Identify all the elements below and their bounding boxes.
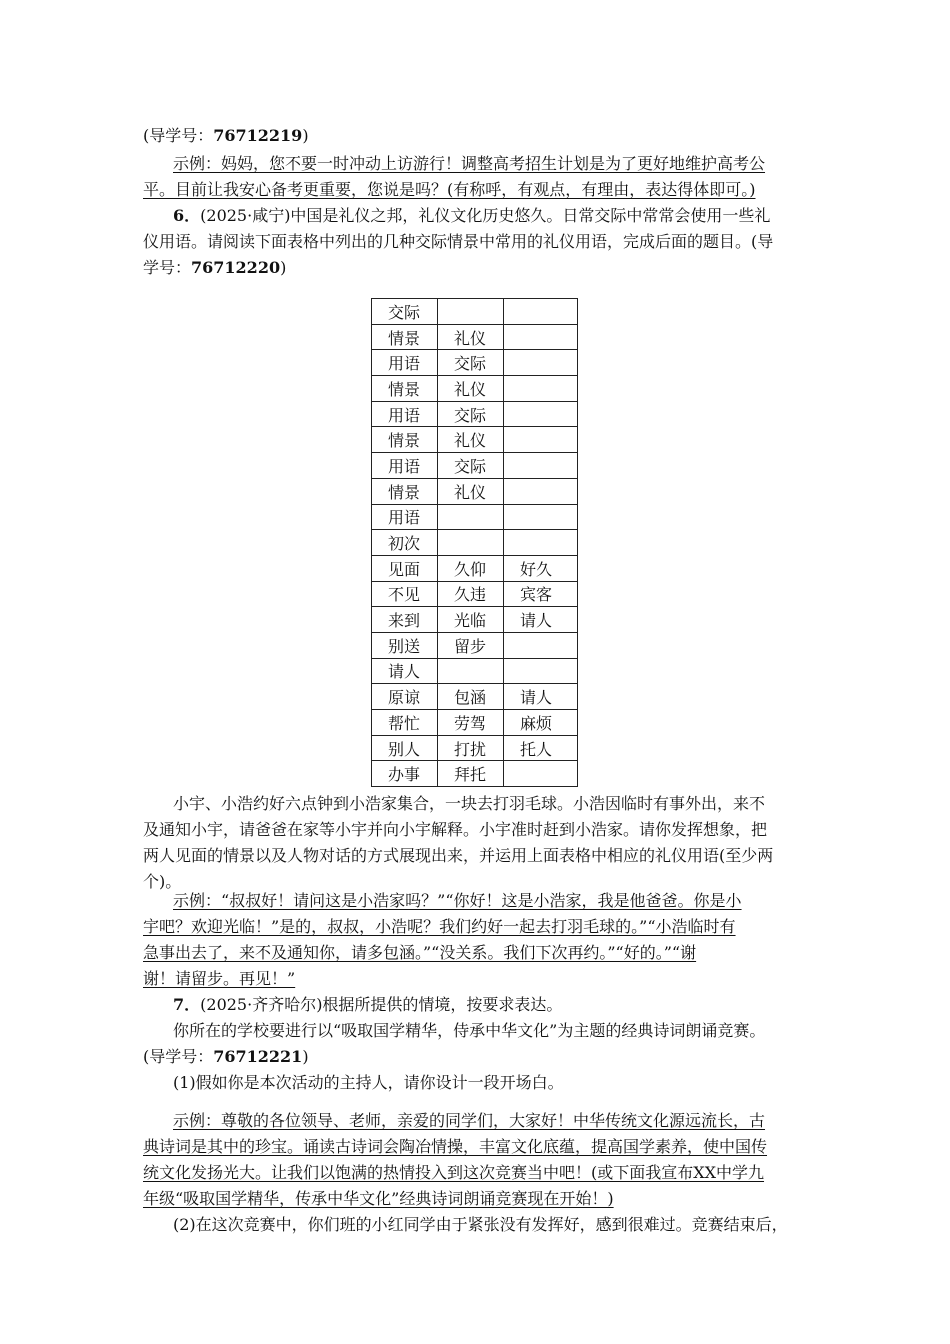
table-cell: 礼仪 — [438, 324, 504, 350]
question-7-text-1: (2025·齐齐哈尔)根据所提供的情境，按要求表达。 — [200, 995, 563, 1014]
table-cell: 劳驾 — [438, 710, 504, 736]
table-cell — [504, 632, 578, 658]
guide-prefix: (导学号： — [143, 126, 214, 145]
answer-6-line-3: 急事出去了，来不及通知你，请多包涵。”“没关系。我们下次再约。”“好的。”“谢 — [143, 943, 697, 962]
table-cell — [504, 478, 578, 504]
table-cell: 宾客 — [504, 581, 578, 607]
table-cell: 请人 — [504, 607, 578, 633]
table-row — [372, 555, 578, 581]
table-cell: 礼仪 — [438, 376, 504, 402]
table-cell: 办事 — [372, 761, 438, 787]
table-cell: 情景 — [372, 427, 438, 453]
table-row — [372, 324, 578, 350]
question-7-line-1 — [173, 994, 562, 1016]
table-cell — [504, 324, 578, 350]
table-cell: 礼仪 — [438, 478, 504, 504]
question-6-line-2: 仪用语。请阅读下面表格中列出的几种交际情景中常用的礼仪用语，完成后面的题目。(导 — [143, 232, 774, 251]
table-cell: 拜托 — [438, 761, 504, 787]
answer-7-line-3: 统文化发扬光大。让我们以饱满的热情投入到这次竞赛当中吧！(或下面我宣布XX中学九 — [143, 1163, 765, 1182]
answer-5-line-1: 示例：妈妈，您不要一时冲动上访游行！调整高考招生计划是为了更好地维护高考公 — [173, 154, 766, 173]
table-row — [372, 632, 578, 658]
table-cell: 用语 — [372, 453, 438, 479]
table-cell: 用语 — [372, 350, 438, 376]
question-7-line-2: 你所在的学校要进行以“吸取国学精华，侍承中华文化”为主题的经典诗词朗诵竞赛。 — [173, 1021, 766, 1040]
question-6-text-1: (2025·咸宁)中国是礼仪之邦，礼仪文化历史悠久。日常交际中常常会使用一些礼 — [200, 206, 771, 225]
answer-6-line-1: 示例：“叔叔好！请问这是小浩家吗？”“你好！这是小浩家，我是他爸爸。你是小 — [173, 891, 742, 910]
table-cell: 请人 — [504, 684, 578, 710]
table-row — [372, 350, 578, 376]
table-cell: 交际 — [438, 350, 504, 376]
table-cell — [438, 530, 504, 556]
table-cell: 托人 — [504, 735, 578, 761]
guide-suffix: ) — [280, 258, 287, 277]
table-cell — [438, 299, 504, 325]
table-cell: 别人 — [372, 735, 438, 761]
answer-6-line-2: 宇吧？欢迎光临！”是的，叔叔，小浩呢？我们约好一起去打羽毛球的。”“小浩临时有 — [143, 917, 736, 936]
table-cell: 请人 — [372, 658, 438, 684]
table-row — [372, 504, 578, 530]
table-cell: 帮忙 — [372, 710, 438, 736]
answer-6-line-4: 谢！请留步。再见！” — [143, 969, 296, 988]
table-cell: 情景 — [372, 324, 438, 350]
etiquette-table — [371, 298, 578, 787]
table-cell: 麻烦 — [504, 710, 578, 736]
table-cell: 留步 — [438, 632, 504, 658]
table-cell — [504, 401, 578, 427]
table-cell — [504, 376, 578, 402]
guide-number: 76712219 — [213, 126, 303, 145]
answer-7-line-1: 示例：尊敬的各位领导、老师，亲爱的同学们，大家好！中华传统文化源远流长，古 — [173, 1111, 766, 1130]
question-7-sub-1: (1)假如你是本次活动的主持人，请你设计一段开场白。 — [173, 1073, 564, 1092]
table-cell: 情景 — [372, 376, 438, 402]
table-cell — [504, 504, 578, 530]
answer-5-line-2: 平。目前让我安心备考更重要，您说是吗？(有称呼，有观点，有理由，表达得体即可。) — [143, 180, 756, 199]
table-cell: 交际 — [372, 299, 438, 325]
table-cell: 见面 — [372, 555, 438, 581]
table-row — [372, 376, 578, 402]
table-row — [372, 710, 578, 736]
table-cell — [504, 761, 578, 787]
table-cell: 不见 — [372, 581, 438, 607]
table-cell: 好久 — [504, 555, 578, 581]
table-row — [372, 427, 578, 453]
question-6-body-line-4: 个)。 — [143, 872, 182, 891]
table-cell: 用语 — [372, 504, 438, 530]
table-cell — [438, 658, 504, 684]
table-cell: 光临 — [438, 607, 504, 633]
table-row — [372, 607, 578, 633]
guide-suffix: ) — [302, 1047, 309, 1066]
question-7-number: 7． — [173, 995, 201, 1014]
table-row — [372, 453, 578, 479]
guide-suffix: ) — [302, 126, 309, 145]
table-cell — [504, 530, 578, 556]
table-cell — [504, 427, 578, 453]
table-cell: 初次 — [372, 530, 438, 556]
table-row — [372, 478, 578, 504]
question-6-line-1 — [173, 205, 770, 227]
table-cell: 交际 — [438, 401, 504, 427]
table-cell — [504, 350, 578, 376]
table-cell: 交际 — [438, 453, 504, 479]
table-cell: 打扰 — [438, 735, 504, 761]
question-6-body-line-3: 两人见面的情景以及人物对话的方式展现出来，并运用上面表格中相应的礼仪用语(至少两 — [143, 846, 774, 865]
table-row — [372, 530, 578, 556]
table-cell — [504, 299, 578, 325]
table-cell — [504, 658, 578, 684]
table-row — [372, 581, 578, 607]
table-cell: 用语 — [372, 401, 438, 427]
guide-number: 76712220 — [191, 258, 281, 277]
question-6-number: 6． — [173, 206, 201, 225]
guide-prefix: (导学号： — [143, 1047, 214, 1066]
table-row — [372, 735, 578, 761]
table-row — [372, 684, 578, 710]
table-cell: 久仰 — [438, 555, 504, 581]
question-7-sub-2: (2)在这次竞赛中，你们班的小红同学由于紧张没有发挥好，感到很难过。竞赛结束后， — [173, 1215, 788, 1234]
answer-7-line-4: 年级“吸取国学精华，传承中华文化”经典诗词朗诵竞赛现在开始！) — [143, 1189, 614, 1208]
question-6-line-3 — [143, 257, 286, 279]
table-row — [372, 299, 578, 325]
table-cell: 情景 — [372, 478, 438, 504]
table-cell — [504, 453, 578, 479]
table-row — [372, 658, 578, 684]
question-7-line-3 — [143, 1046, 309, 1068]
table-cell: 原谅 — [372, 684, 438, 710]
table-row — [372, 401, 578, 427]
question-6-body-line-2: 及通知小宇，请爸爸在家等小宇并向小宇解释。小宇准时赶到小浩家。请你发挥想象，把 — [143, 820, 768, 839]
table-row — [372, 761, 578, 787]
question-6-body-line-1: 小宇、小浩约好六点钟到小浩家集合，一块去打羽毛球。小浩因临时有事外出，来不 — [173, 794, 766, 813]
table-cell — [438, 504, 504, 530]
table-cell: 包涵 — [438, 684, 504, 710]
guide-number-line — [143, 125, 309, 147]
answer-7-line-2: 典诗词是其中的珍宝。诵读古诗词会陶冶情操，丰富文化底蕴，提高国学素养，使中国传 — [143, 1137, 768, 1156]
table-cell: 别送 — [372, 632, 438, 658]
guide-number: 76712221 — [213, 1047, 303, 1066]
table-cell: 久违 — [438, 581, 504, 607]
guide-prefix: 学号： — [143, 258, 192, 277]
table-cell: 礼仪 — [438, 427, 504, 453]
table-cell: 来到 — [372, 607, 438, 633]
